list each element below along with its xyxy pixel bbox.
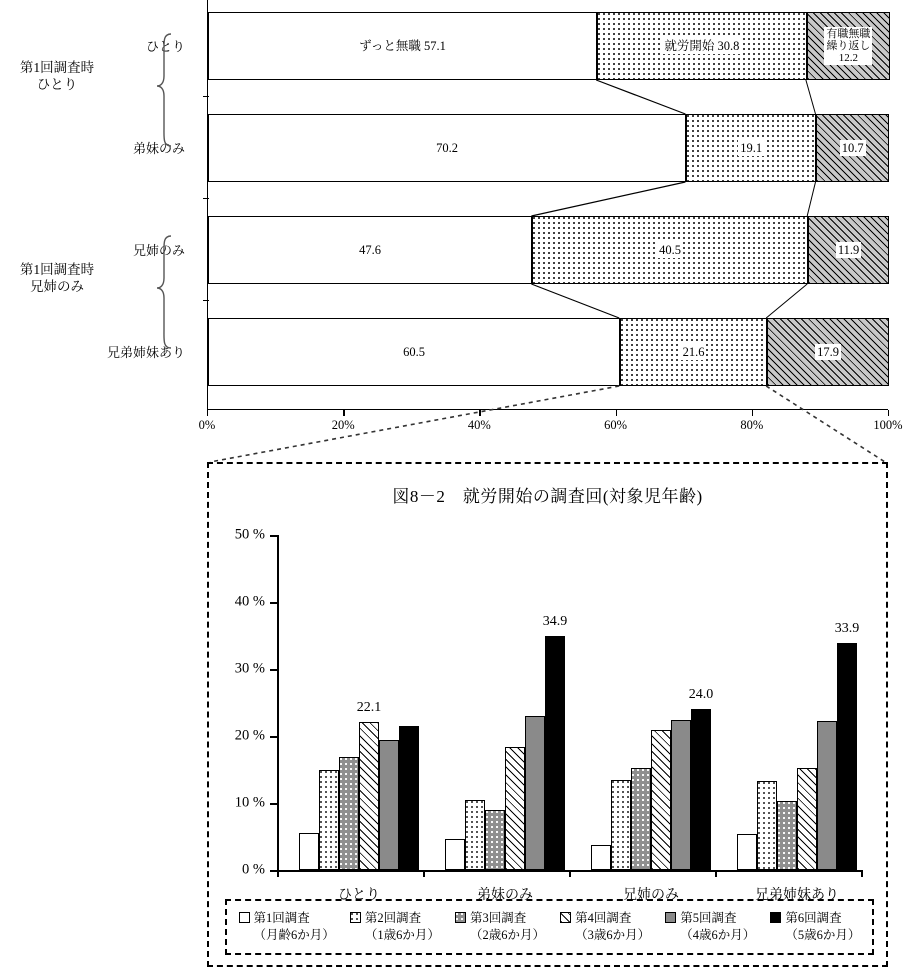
legend-item-2 [350,910,440,944]
bottom-ylabel-40: 40 % [234,593,265,610]
bottom-bar-g2-s4 [505,747,525,870]
bottom-bar-g2-s6 [545,636,565,870]
legend-label-1: 第1回調査 [253,911,310,926]
bottom-bar-g3-s3 [631,768,651,871]
bottom-plot-area [234,526,862,903]
legend-label-4: 第4回調査 [575,911,632,926]
legend-sublabel-1: （月齢6か月） [253,928,335,942]
legend-sublabel-5: （4歳6か月） [680,928,756,942]
bottom-xtick-0 [277,870,279,877]
top-category-label-1: ひとり [145,39,185,54]
top-bar-4-segment-1-label: 60.5 [403,345,425,359]
top-bar-1-segment-1-label: ずっと無職 57.1 [359,39,446,53]
legend-label-3: 第3回調査 [470,911,527,926]
bottom-bar-g2-s2 [465,800,485,870]
top-xlabel-40: 40% [467,418,491,432]
bottom-ylabel-50: 50 % [234,526,265,543]
bottom-xtick-3 [715,870,717,877]
bottom-bar-g1-s4 [359,722,379,870]
legend-label-5: 第5回調査 [680,911,737,926]
top-bar-1-segment-3-label [824,27,872,66]
top-bar-3-segment-3 [808,216,889,284]
bottom-bar-g4-s6 [837,643,857,870]
legend-label-6: 第6回調査 [785,911,842,926]
top-xtick-80 [752,410,753,416]
top-bar-1-segment-2 [597,12,807,80]
group-label-2-line1: 第1回調査時 [19,262,95,277]
legend-item-4 [560,910,650,944]
top-bar-row-1 [208,12,889,80]
bottom-xtick-2 [569,870,571,877]
legend-swatch-6-icon [770,912,781,923]
top-bar-3-segment-2-label: 40.5 [659,243,682,257]
bottom-ylabel-30: 30 % [234,660,265,677]
bottom-bar-g4-s2 [757,781,777,870]
bottom-bar-g3-s4 [651,730,671,870]
legend-label-2: 第2回調査 [364,911,422,926]
bottom-grouped-bar-chart [207,462,888,967]
bottom-bar-g2-s5 [525,716,545,870]
top-bar-1-segment-3 [807,12,890,80]
top-stacked-bar-chart [0,0,920,445]
bottom-xtick-4 [861,870,863,877]
bottom-ytick-40 [270,602,278,604]
bottom-category-label-1: ひとり [338,888,380,903]
legend-item-3 [455,910,545,944]
top-bar-1-segment-1 [208,12,597,80]
bottom-ytick-20 [270,736,278,738]
top-plot-area [207,0,888,410]
bottom-xtick-1 [423,870,425,877]
legend-item-6 [770,910,860,944]
top-xlabel-80: 80% [740,418,764,432]
bottom-bar-g4-s4 [797,768,817,871]
group-label-1-line2: ひとり [36,76,78,92]
bottom-data-label-g2: 34.9 [542,614,568,629]
bottom-ytick-10 [270,803,278,805]
top-bar-2-segment-3-label: 10.7 [841,141,864,155]
top-xlabel-0: 0% [198,418,216,432]
top-xtick-20 [343,410,344,416]
group-label-1 [2,60,112,94]
top-bar-1-segment-3-label-line1: 有職無職 [826,27,871,40]
bottom-bar-g1-s6 [399,726,419,870]
legend-swatch-3-icon [455,912,466,923]
top-bar-1-segment-3-label-line3: 12.2 [838,52,858,65]
top-bar-4-segment-1 [208,318,620,386]
top-bar-4-segment-3 [767,318,889,386]
bottom-ytick-30 [270,669,278,671]
top-bar-2-segment-1-label: 70.2 [436,141,459,155]
bottom-bar-g2-s1 [445,839,465,870]
legend-sublabel-4: （3歳6か月） [575,928,651,942]
bottom-data-label-g4: 33.9 [834,621,860,636]
bottom-bar-g1-s5 [379,740,399,870]
top-x-axis [198,410,903,440]
bottom-category-label-2: 弟妹のみ [477,888,533,903]
bottom-bar-g4-s3 [777,801,797,870]
bottom-chart-legend [225,899,874,955]
top-ytick-minor-3 [203,300,209,301]
bottom-data-label-g1: 22.1 [356,700,382,715]
top-bar-3-segment-2 [532,216,808,284]
top-category-label-2: 弟妹のみ [132,141,185,156]
bottom-ylabel-0: 0 % [242,861,265,878]
top-bar-4-segment-3-label: 17.9 [817,345,839,359]
bottom-chart-title: 図8－2 就労開始の調査回(対象児年齢) [392,487,703,506]
top-ytick-minor-2 [203,198,209,199]
legend-swatch-2-icon [350,912,361,923]
top-xtick-40 [479,410,480,416]
bottom-bar-g4-s1 [737,834,757,870]
bottom-bar-g1-s3 [339,757,359,870]
bottom-bar-g2-s3 [485,810,505,870]
bottom-ytick-50 [270,535,278,537]
top-bar-row-4 [208,318,889,386]
bottom-category-label-3: 兄姉のみ [623,888,679,903]
top-bar-row-3 [208,216,889,284]
top-ytick-minor-1 [203,96,209,97]
bottom-y-axis-line [277,535,279,870]
top-bar-4-segment-2 [620,318,767,386]
legend-sublabel-6: （5歳6か月） [785,928,861,942]
bottom-bar-g3-s5 [671,720,691,870]
bottom-bar-g3-s1 [591,845,611,870]
top-xtick-0 [207,410,208,416]
top-bar-2-segment-3 [816,114,889,182]
bottom-bar-g3-s6 [691,709,711,870]
top-bar-2-segment-2-label: 19.1 [740,141,763,155]
bottom-bar-g4-s5 [817,721,837,870]
top-xlabel-100: 100% [873,418,903,432]
top-category-label-4: 兄弟姉妹あり [106,345,185,360]
top-bar-3-segment-3-label: 11.9 [837,243,860,257]
bottom-ylabel-10: 10 % [234,794,265,811]
bottom-bar-g3-s2 [611,780,631,870]
legend-sublabel-3: （2歳6か月） [470,928,546,942]
top-bar-2-segment-2 [686,114,816,182]
legend-sublabel-2: （1歳6か月） [364,928,440,942]
top-bar-3-segment-1 [208,216,532,284]
top-bar-2-segment-1 [208,114,686,182]
legend-item-1 [239,910,335,944]
top-bar-1-segment-3-label-line2: 繰り返し [826,39,871,52]
legend-item-5 [665,910,755,944]
group-label-2-line2: 兄姉のみ [30,278,84,294]
bottom-bar-g1-s2 [319,770,339,870]
top-category-label-3: 兄姉のみ [132,243,185,258]
group-label-2 [2,262,112,296]
top-bar-row-2 [208,114,889,182]
top-bar-4-segment-2-label: 21.6 [682,345,705,359]
bottom-category-label-4: 兄弟姉妹あり [755,888,839,903]
top-xtick-60 [616,410,617,416]
legend-swatch-4-icon [560,912,571,923]
bottom-ylabel-20: 20 % [234,727,265,744]
top-bar-1-segment-2-label: 就労開始 30.8 [664,39,740,53]
legend-swatch-5-icon [665,912,676,923]
bottom-bar-g1-s1 [299,833,319,870]
top-xtick-100 [888,410,889,416]
bottom-data-label-g3: 24.0 [688,687,714,702]
top-bar-3-segment-1-label: 47.6 [359,243,382,257]
top-xlabel-60: 60% [604,418,628,432]
legend-swatch-1-icon [239,912,250,923]
group-label-1-line1: 第1回調査時 [19,60,95,75]
top-xlabel-20: 20% [331,418,355,432]
